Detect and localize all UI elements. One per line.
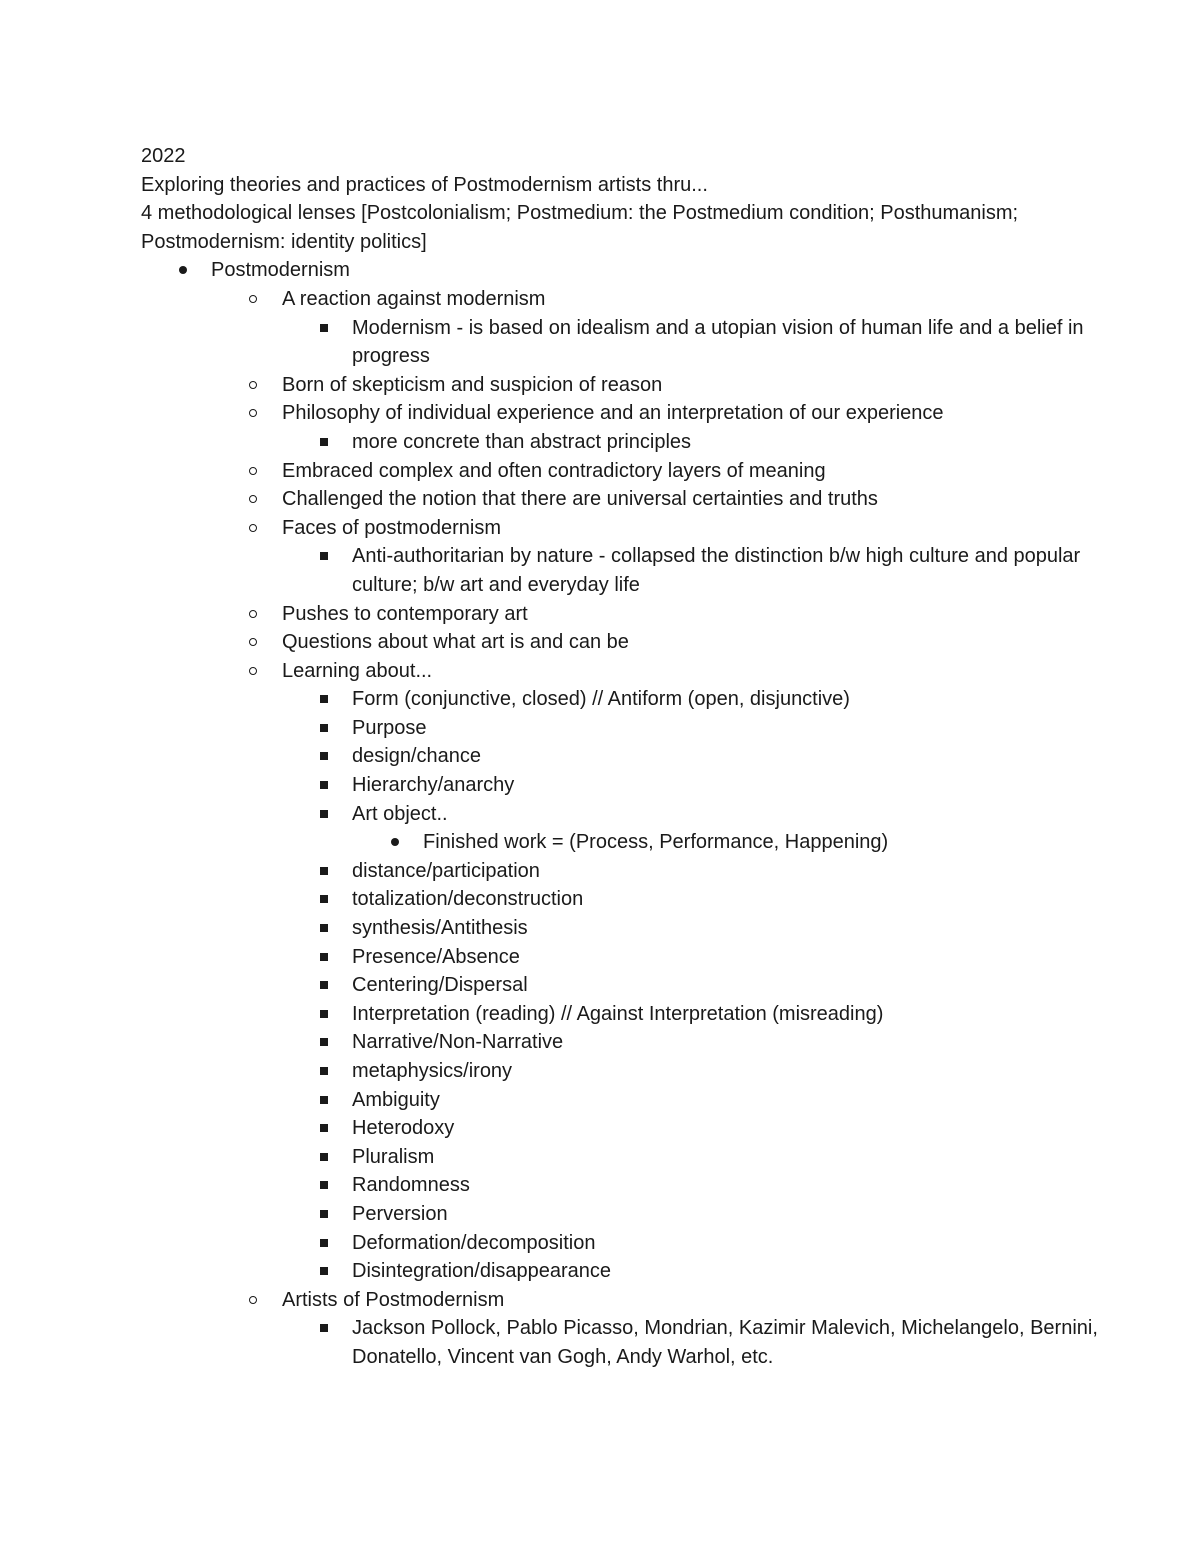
bullet-circle-icon <box>248 285 278 314</box>
list-item: Heterodoxy <box>141 1114 1101 1143</box>
list-item: metaphysics/irony <box>141 1057 1101 1086</box>
list-item: more concrete than abstract principles <box>141 428 1101 457</box>
list-item: Randomness <box>141 1171 1101 1200</box>
intro-line: Exploring theories and practices of Postmodernism artists thru... <box>141 173 708 196</box>
bullet-square-icon <box>318 800 348 829</box>
list-item: Presence/Absence <box>141 943 1101 972</box>
list-item: distance/participation <box>141 857 1101 886</box>
bullet-square-icon <box>318 1257 348 1286</box>
list-item: Centering/Dispersal <box>141 971 1101 1000</box>
document-page <box>141 142 1101 1372</box>
bullet-square-icon <box>318 771 348 800</box>
bullet-circle-icon <box>248 399 278 428</box>
list-item: Hierarchy/anarchy <box>141 771 1101 800</box>
list-item: A reaction against modernism <box>141 285 1101 314</box>
list-item: Modernism - is based on idealism and a utopian vision of human life and a belief in progress <box>141 314 1101 371</box>
list-item: design/chance <box>141 742 1101 771</box>
list-item: Challenged the notion that there are universal certainties and truths <box>141 485 1101 514</box>
outline-list <box>141 256 1101 1371</box>
lenses-line: 4 methodological lenses [Postcolonialism; Postmedium: the Postmedium condition; Posthumanism; Postmodernism: identity politics] <box>141 202 1019 253</box>
bullet-circle-icon <box>248 657 278 686</box>
list-item: Narrative/Non-Narrative <box>141 1028 1101 1057</box>
bullet-square-icon <box>318 1200 348 1229</box>
bullet-dot-icon <box>177 256 207 285</box>
bullet-circle-icon <box>248 628 278 657</box>
bullet-square-icon <box>318 1086 348 1115</box>
list-item: Faces of postmodernism <box>141 514 1101 543</box>
list-item: Philosophy of individual experience and an interpretation of our experience <box>141 399 1101 428</box>
bullet-square-icon <box>318 314 348 343</box>
list-item: Finished work = (Process, Performance, Happening) <box>141 828 1101 857</box>
list-item: Pushes to contemporary art <box>141 600 1101 629</box>
list-item: Jackson Pollock, Pablo Picasso, Mondrian, Kazimir Malevich, Michelangelo, Bernini, Donatello, Vincent van Gogh, Andy Warhol, etc. <box>141 1314 1101 1371</box>
bullet-circle-icon <box>248 1286 278 1315</box>
list-item: Purpose <box>141 714 1101 743</box>
bullet-square-icon <box>318 1171 348 1200</box>
list-item: Pluralism <box>141 1143 1101 1172</box>
bullet-square-icon <box>318 1114 348 1143</box>
bullet-square-icon <box>318 943 348 972</box>
year-heading: 2022 <box>141 145 186 167</box>
list-item: synthesis/Antithesis <box>141 914 1101 943</box>
bullet-square-icon <box>318 714 348 743</box>
bullet-circle-icon <box>248 485 278 514</box>
bullet-dot-icon <box>389 828 419 857</box>
list-item: Artists of Postmodernism <box>141 1286 1101 1315</box>
list-item: Interpretation (reading) // Against Interpretation (misreading) <box>141 1000 1101 1029</box>
bullet-square-icon <box>318 542 348 571</box>
bullet-circle-icon <box>248 600 278 629</box>
list-item: Questions about what art is and can be <box>141 628 1101 657</box>
bullet-square-icon <box>318 885 348 914</box>
bullet-square-icon <box>318 914 348 943</box>
list-item: Form (conjunctive, closed) // Antiform (open, disjunctive) <box>141 685 1101 714</box>
list-item: totalization/deconstruction <box>141 885 1101 914</box>
bullet-square-icon <box>318 857 348 886</box>
bullet-circle-icon <box>248 514 278 543</box>
list-item: Born of skepticism and suspicion of reason <box>141 371 1101 400</box>
bullet-circle-icon <box>248 371 278 400</box>
bullet-circle-icon <box>248 457 278 486</box>
list-item: Disintegration/disappearance <box>141 1257 1101 1286</box>
bullet-square-icon <box>318 742 348 771</box>
list-item: Embraced complex and often contradictory layers of meaning <box>141 457 1101 486</box>
list-item: Art object.. <box>141 800 1101 829</box>
list-item: Learning about... <box>141 657 1101 686</box>
bullet-square-icon <box>318 1000 348 1029</box>
list-item: Anti-authoritarian by nature - collapsed the distinction b/w high culture and popular culture; b/w art and everyday life <box>141 542 1101 599</box>
bullet-square-icon <box>318 971 348 1000</box>
bullet-square-icon <box>318 1028 348 1057</box>
list-item: Postmodernism <box>141 256 1101 285</box>
bullet-square-icon <box>318 685 348 714</box>
bullet-square-icon <box>318 1229 348 1258</box>
bullet-square-icon <box>318 1057 348 1086</box>
list-item: Ambiguity <box>141 1086 1101 1115</box>
bullet-square-icon <box>318 1314 348 1343</box>
bullet-square-icon <box>318 1143 348 1172</box>
list-item: Perversion <box>141 1200 1101 1229</box>
bullet-square-icon <box>318 428 348 457</box>
list-item: Deformation/decomposition <box>141 1229 1101 1258</box>
